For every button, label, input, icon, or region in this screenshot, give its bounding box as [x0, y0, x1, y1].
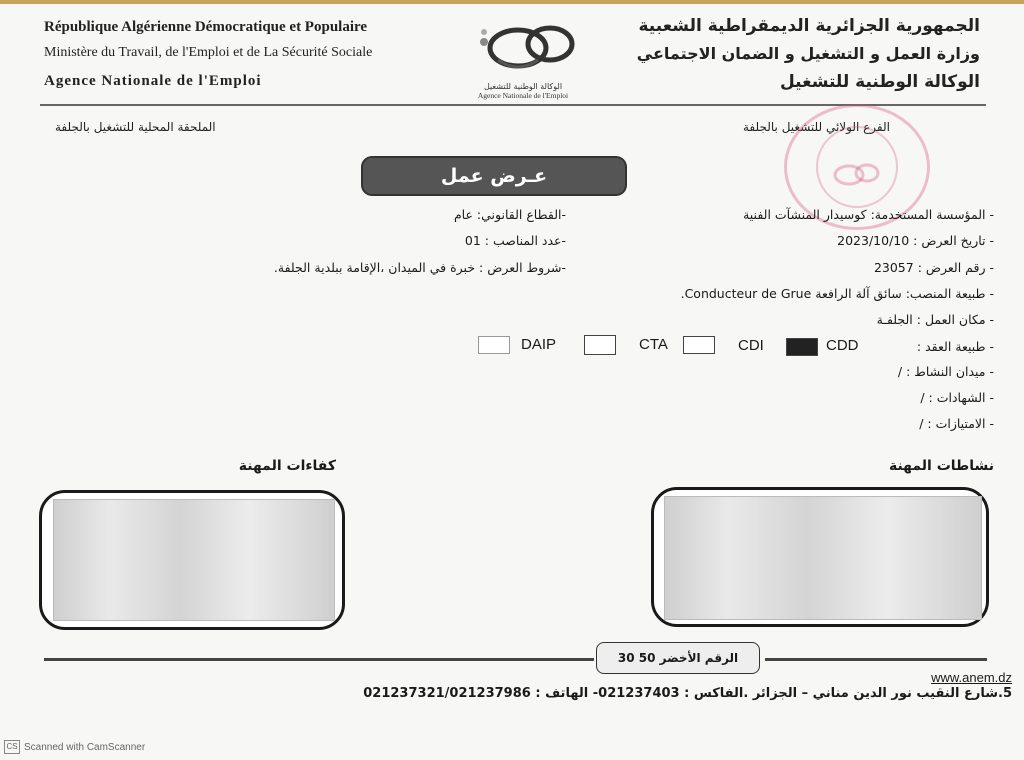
job-offer-title: عـرض عمل [363, 158, 625, 194]
checkbox-cta-label: CTA [639, 336, 668, 353]
skills-panel [39, 490, 345, 630]
checkbox-cta[interactable] [584, 335, 616, 355]
header-ar-ministry: وزارة العمل و التشغيل و الضمان الاجتماعي [636, 44, 980, 63]
logo-arabic: الوكالة الوطنية للتشغيل [483, 82, 563, 91]
activities-section-title: نشاطات المهنة [888, 458, 994, 474]
camscanner-watermark [4, 740, 145, 754]
branch-office-label: الفرع الولائي للتشغيل بالجلفة [743, 120, 890, 134]
header-fr-ministry: Ministère du Travail, de l'Emploi et de La Sécurité Sociale [44, 45, 373, 60]
skills-section-title: كفاءات المهنة [238, 458, 336, 474]
field-offer-date: - تاريخ العرض : 2023/10/10 [837, 233, 994, 248]
header-ar-republic: الجمهورية الجزائرية الديمقراطية الشعبية [638, 16, 980, 36]
activities-redacted-content [664, 496, 982, 620]
camscanner-label: Scanned with CamScanner [24, 741, 146, 753]
header-fr-republic: République Algérienne Démocratique et Populaire [44, 19, 368, 35]
checkbox-daip[interactable] [478, 336, 510, 354]
field-offer-number: - رقم العرض : 23057 [873, 260, 994, 275]
activities-panel [651, 487, 989, 627]
field-employer: - المؤسسة المستخدمة: كوسيدار المنشآت الفنية [743, 207, 994, 222]
field-position: - طبيعة المنصب: سائق آلة الرافعة Conducteur de Grue. [680, 286, 994, 301]
field-offer-conditions: -شروط العرض : خبرة في الميدان ،الإقامة ببلدية الجلفة. [273, 260, 566, 275]
anem-logo [458, 14, 588, 100]
logo-french: Agence Nationale de l'Emploi [477, 91, 569, 100]
skills-redacted-content [53, 499, 335, 621]
field-activity-domain: - ميدان النشاط : / [897, 364, 994, 379]
footer-divider-left [44, 658, 594, 661]
camscanner-icon: CS [4, 740, 20, 754]
footer-divider-right [765, 658, 987, 661]
checkbox-cdd[interactable] [786, 338, 818, 356]
header-ar-agency: الوكالة الوطنية للتشغيل [779, 72, 980, 92]
header-fr-agency: Agence Nationale de l'Emploi [44, 73, 262, 89]
green-number-box: الرقم الأخضر 50 30 [596, 642, 760, 674]
field-diplomas: - الشهادات : / [920, 390, 994, 405]
website-link[interactable]: www.anem.dz [931, 670, 1012, 685]
anem-logo-mark [458, 14, 588, 78]
checkbox-cdd-label: CDD [826, 337, 859, 354]
field-contract-type: - طبيعة العقد : [916, 339, 994, 354]
field-legal-sector: -القطاع القانوني: عام [453, 207, 566, 222]
top-color-bar [0, 0, 1024, 4]
field-benefits: - الامتيازات : / [919, 416, 994, 431]
checkbox-cdi[interactable] [683, 336, 715, 354]
local-office-label: الملحقة المحلية للتشغيل بالجلفة [55, 120, 216, 134]
checkbox-daip-label: DAIP [521, 336, 557, 353]
field-workplace: - مكان العمل : الجلفـة [876, 312, 994, 327]
field-positions-count: -عدد المناصب : 01 [464, 233, 566, 248]
checkbox-cdi-label: CDI [738, 337, 764, 354]
footer-address: 5.شارع النقيب نور الدين مناني – الجزائر .الفاكس : 021237403- الهاتف : 021237321/021237986 [363, 686, 1012, 701]
